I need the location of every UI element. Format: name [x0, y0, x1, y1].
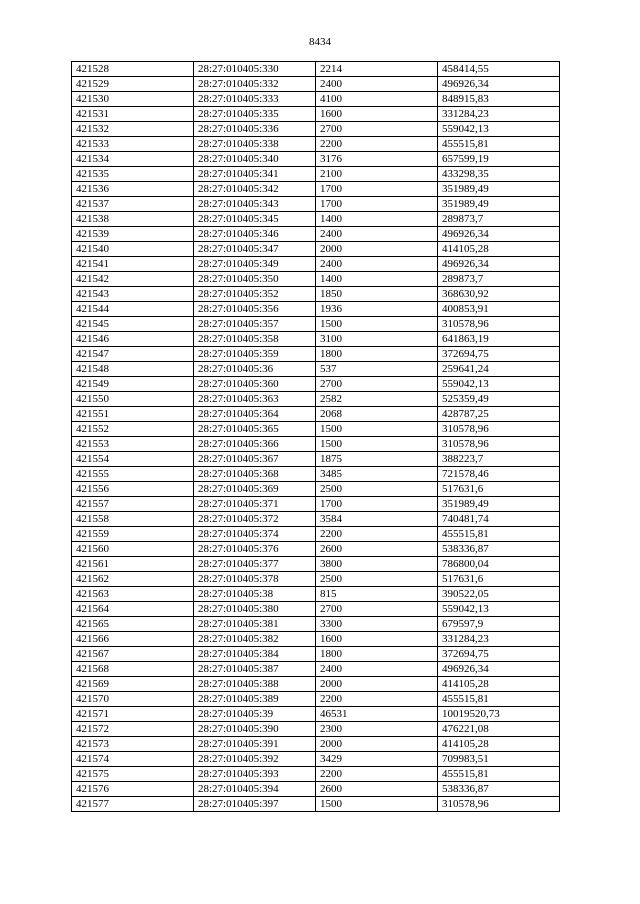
area-cell: 46531 [316, 707, 438, 722]
cadastral-value-cell: 559042,13 [438, 602, 560, 617]
area-cell: 2600 [316, 542, 438, 557]
table-row [72, 782, 560, 797]
row-number-cell: 421563 [72, 587, 194, 602]
cadastral-number-cell: 28:27:010405:364 [194, 407, 316, 422]
cadastral-number-cell: 28:27:010405:377 [194, 557, 316, 572]
cadastral-value-cell: 351989,49 [438, 197, 560, 212]
row-number-cell: 421542 [72, 272, 194, 287]
area-cell: 2400 [316, 257, 438, 272]
cadastral-value-cell: 496926,34 [438, 662, 560, 677]
row-number-cell: 421559 [72, 527, 194, 542]
cadastral-value-cell: 559042,13 [438, 122, 560, 137]
area-cell: 1600 [316, 632, 438, 647]
row-number-cell: 421535 [72, 167, 194, 182]
row-number-cell: 421577 [72, 797, 194, 812]
cadastral-number-cell: 28:27:010405:38 [194, 587, 316, 602]
area-cell: 2000 [316, 677, 438, 692]
cadastral-number-cell: 28:27:010405:368 [194, 467, 316, 482]
cadastral-value-cell: 289873,7 [438, 212, 560, 227]
table-row [72, 242, 560, 257]
row-number-cell: 421549 [72, 377, 194, 392]
cadastral-number-cell: 28:27:010405:350 [194, 272, 316, 287]
row-number-cell: 421537 [72, 197, 194, 212]
cadastral-number-cell: 28:27:010405:393 [194, 767, 316, 782]
table-row [72, 122, 560, 137]
row-number-cell: 421553 [72, 437, 194, 452]
table-row [72, 707, 560, 722]
row-number-cell: 421557 [72, 497, 194, 512]
row-number-cell: 421565 [72, 617, 194, 632]
cadastral-number-cell: 28:27:010405:356 [194, 302, 316, 317]
cadastral-value-cell: 476221,08 [438, 722, 560, 737]
table-row [72, 737, 560, 752]
area-cell: 1400 [316, 212, 438, 227]
row-number-cell: 421555 [72, 467, 194, 482]
row-number-cell: 421531 [72, 107, 194, 122]
table-row [72, 692, 560, 707]
table-row [72, 317, 560, 332]
area-cell: 2068 [316, 407, 438, 422]
cadastral-value-cell: 368630,92 [438, 287, 560, 302]
cadastral-number-cell: 28:27:010405:372 [194, 512, 316, 527]
cadastral-number-cell: 28:27:010405:357 [194, 317, 316, 332]
area-cell: 1850 [316, 287, 438, 302]
row-number-cell: 421543 [72, 287, 194, 302]
table-row [72, 392, 560, 407]
area-cell: 1875 [316, 452, 438, 467]
table-row [72, 632, 560, 647]
cadastral-number-cell: 28:27:010405:376 [194, 542, 316, 557]
cadastral-number-cell: 28:27:010405:333 [194, 92, 316, 107]
row-number-cell: 421540 [72, 242, 194, 257]
row-number-cell: 421552 [72, 422, 194, 437]
area-cell: 3429 [316, 752, 438, 767]
area-cell: 1800 [316, 647, 438, 662]
cadastral-value-cell: 740481,74 [438, 512, 560, 527]
row-number-cell: 421533 [72, 137, 194, 152]
row-number-cell: 421570 [72, 692, 194, 707]
table-row [72, 212, 560, 227]
area-cell: 1936 [316, 302, 438, 317]
area-cell: 2400 [316, 227, 438, 242]
cadastral-value-cell: 458414,55 [438, 62, 560, 77]
area-cell: 1500 [316, 317, 438, 332]
cadastral-value-cell: 709983,51 [438, 752, 560, 767]
cadastral-number-cell: 28:27:010405:391 [194, 737, 316, 752]
cadastral-number-cell: 28:27:010405:394 [194, 782, 316, 797]
table-body [72, 62, 560, 812]
cadastral-value-cell: 641863,19 [438, 332, 560, 347]
area-cell: 2200 [316, 137, 438, 152]
cadastral-value-cell: 289873,7 [438, 272, 560, 287]
table-row [72, 272, 560, 287]
row-number-cell: 421576 [72, 782, 194, 797]
cadastral-value-cell: 310578,96 [438, 437, 560, 452]
table-row [72, 62, 560, 77]
area-cell: 2600 [316, 782, 438, 797]
area-cell: 2400 [316, 662, 438, 677]
table-row [72, 362, 560, 377]
table-row [72, 587, 560, 602]
row-number-cell: 421562 [72, 572, 194, 587]
area-cell: 1800 [316, 347, 438, 362]
cadastral-number-cell: 28:27:010405:349 [194, 257, 316, 272]
table-row [72, 482, 560, 497]
row-number-cell: 421567 [72, 647, 194, 662]
cadastral-number-cell: 28:27:010405:392 [194, 752, 316, 767]
cadastral-value-cell: 455515,81 [438, 137, 560, 152]
table-row [72, 167, 560, 182]
area-cell: 1700 [316, 182, 438, 197]
cadastral-value-cell: 351989,49 [438, 182, 560, 197]
area-cell: 1500 [316, 422, 438, 437]
table-row [72, 227, 560, 242]
area-cell: 3100 [316, 332, 438, 347]
row-number-cell: 421569 [72, 677, 194, 692]
cadastral-value-cell: 414105,28 [438, 737, 560, 752]
row-number-cell: 421564 [72, 602, 194, 617]
table-row [72, 722, 560, 737]
cadastral-number-cell: 28:27:010405:338 [194, 137, 316, 152]
table-row [72, 767, 560, 782]
row-number-cell: 421558 [72, 512, 194, 527]
table-row [72, 152, 560, 167]
area-cell: 2400 [316, 77, 438, 92]
cadastral-number-cell: 28:27:010405:341 [194, 167, 316, 182]
area-cell: 2700 [316, 377, 438, 392]
row-number-cell: 421560 [72, 542, 194, 557]
row-number-cell: 421572 [72, 722, 194, 737]
row-number-cell: 421566 [72, 632, 194, 647]
row-number-cell: 421529 [72, 77, 194, 92]
row-number-cell: 421556 [72, 482, 194, 497]
cadastral-number-cell: 28:27:010405:371 [194, 497, 316, 512]
cadastral-value-cell: 414105,28 [438, 677, 560, 692]
table-row [72, 557, 560, 572]
cadastral-number-cell: 28:27:010405:365 [194, 422, 316, 437]
cadastral-value-cell: 259641,24 [438, 362, 560, 377]
cadastral-number-cell: 28:27:010405:366 [194, 437, 316, 452]
row-number-cell: 421534 [72, 152, 194, 167]
cadastral-value-cell: 310578,96 [438, 797, 560, 812]
row-number-cell: 421528 [72, 62, 194, 77]
row-number-cell: 421538 [72, 212, 194, 227]
cadastral-number-cell: 28:27:010405:389 [194, 692, 316, 707]
cadastral-number-cell: 28:27:010405:374 [194, 527, 316, 542]
cadastral-number-cell: 28:27:010405:347 [194, 242, 316, 257]
area-cell: 3800 [316, 557, 438, 572]
area-cell: 2700 [316, 122, 438, 137]
cadastral-number-cell: 28:27:010405:384 [194, 647, 316, 662]
cadastral-number-cell: 28:27:010405:387 [194, 662, 316, 677]
table-row [72, 752, 560, 767]
table-row [72, 617, 560, 632]
cadastral-value-cell: 525359,49 [438, 392, 560, 407]
table-row [72, 377, 560, 392]
table-row [72, 542, 560, 557]
table-row [72, 107, 560, 122]
area-cell: 2000 [316, 737, 438, 752]
table-row [72, 647, 560, 662]
cadastral-number-cell: 28:27:010405:358 [194, 332, 316, 347]
cadastral-value-cell: 310578,96 [438, 422, 560, 437]
cadastral-number-cell: 28:27:010405:36 [194, 362, 316, 377]
cadastral-value-cell: 657599,19 [438, 152, 560, 167]
cadastral-value-cell: 496926,34 [438, 227, 560, 242]
cadastral-number-cell: 28:27:010405:352 [194, 287, 316, 302]
cadastral-number-cell: 28:27:010405:397 [194, 797, 316, 812]
area-cell: 2300 [316, 722, 438, 737]
table-row [72, 602, 560, 617]
table-row [72, 302, 560, 317]
cadastral-value-cell: 517631,6 [438, 572, 560, 587]
cadastral-number-cell: 28:27:010405:390 [194, 722, 316, 737]
table-row [72, 497, 560, 512]
area-cell: 1500 [316, 797, 438, 812]
cadastral-value-cell: 559042,13 [438, 377, 560, 392]
cadastral-number-cell: 28:27:010405:342 [194, 182, 316, 197]
cadastral-number-cell: 28:27:010405:345 [194, 212, 316, 227]
area-cell: 2214 [316, 62, 438, 77]
cadastral-value-cell: 786800,04 [438, 557, 560, 572]
cadastral-number-cell: 28:27:010405:336 [194, 122, 316, 137]
area-cell: 2200 [316, 692, 438, 707]
table-row [72, 797, 560, 812]
cadastral-value-cell: 538336,87 [438, 782, 560, 797]
area-cell: 1700 [316, 497, 438, 512]
cadastral-value-cell: 390522,05 [438, 587, 560, 602]
cadastral-number-cell: 28:27:010405:359 [194, 347, 316, 362]
area-cell: 3584 [316, 512, 438, 527]
row-number-cell: 421561 [72, 557, 194, 572]
cadastral-value-cell: 848915,83 [438, 92, 560, 107]
cadastral-number-cell: 28:27:010405:363 [194, 392, 316, 407]
area-cell: 1500 [316, 437, 438, 452]
area-cell: 3300 [316, 617, 438, 632]
table-row [72, 182, 560, 197]
cadastral-value-cell: 331284,23 [438, 632, 560, 647]
table-row [72, 527, 560, 542]
row-number-cell: 421571 [72, 707, 194, 722]
cadastral-number-cell: 28:27:010405:367 [194, 452, 316, 467]
table-row [72, 77, 560, 92]
cadastral-value-cell: 721578,46 [438, 467, 560, 482]
area-cell: 2200 [316, 767, 438, 782]
area-cell: 2700 [316, 602, 438, 617]
cadastral-value-cell: 455515,81 [438, 692, 560, 707]
area-cell: 1700 [316, 197, 438, 212]
table-row [72, 197, 560, 212]
cadastral-number-cell: 28:27:010405:378 [194, 572, 316, 587]
row-number-cell: 421539 [72, 227, 194, 242]
row-number-cell: 421547 [72, 347, 194, 362]
cadastral-value-cell: 400853,91 [438, 302, 560, 317]
row-number-cell: 421548 [72, 362, 194, 377]
table-row [72, 437, 560, 452]
cadastral-number-cell: 28:27:010405:340 [194, 152, 316, 167]
table-row [72, 422, 560, 437]
area-cell: 2100 [316, 167, 438, 182]
area-cell: 2200 [316, 527, 438, 542]
row-number-cell: 421550 [72, 392, 194, 407]
area-cell: 2500 [316, 482, 438, 497]
row-number-cell: 421574 [72, 752, 194, 767]
area-cell: 1400 [316, 272, 438, 287]
cadastral-value-cell: 496926,34 [438, 77, 560, 92]
area-cell: 3485 [316, 467, 438, 482]
cadastral-value-cell: 679597,9 [438, 617, 560, 632]
cadastral-number-cell: 28:27:010405:335 [194, 107, 316, 122]
cadastral-value-cell: 517631,6 [438, 482, 560, 497]
cadastral-value-cell: 372694,75 [438, 647, 560, 662]
cadastral-value-cell: 433298,35 [438, 167, 560, 182]
cadastral-value-cell: 372694,75 [438, 347, 560, 362]
cadastral-value-table [71, 61, 560, 812]
table-row [72, 137, 560, 152]
cadastral-number-cell: 28:27:010405:381 [194, 617, 316, 632]
cadastral-value-cell: 496926,34 [438, 257, 560, 272]
cadastral-value-cell: 538336,87 [438, 542, 560, 557]
table-row [72, 332, 560, 347]
table-row [72, 452, 560, 467]
cadastral-number-cell: 28:27:010405:388 [194, 677, 316, 692]
table-row [72, 287, 560, 302]
table-row [72, 92, 560, 107]
cadastral-number-cell: 28:27:010405:369 [194, 482, 316, 497]
cadastral-value-cell: 331284,23 [438, 107, 560, 122]
row-number-cell: 421573 [72, 737, 194, 752]
cadastral-number-cell: 28:27:010405:382 [194, 632, 316, 647]
area-cell: 2582 [316, 392, 438, 407]
cadastral-number-cell: 28:27:010405:360 [194, 377, 316, 392]
row-number-cell: 421530 [72, 92, 194, 107]
cadastral-value-cell: 455515,81 [438, 527, 560, 542]
cadastral-number-cell: 28:27:010405:343 [194, 197, 316, 212]
cadastral-number-cell: 28:27:010405:380 [194, 602, 316, 617]
cadastral-number-cell: 28:27:010405:346 [194, 227, 316, 242]
row-number-cell: 421536 [72, 182, 194, 197]
area-cell: 4100 [316, 92, 438, 107]
row-number-cell: 421551 [72, 407, 194, 422]
row-number-cell: 421546 [72, 332, 194, 347]
page-number: 8434 [309, 36, 331, 48]
table-row [72, 677, 560, 692]
area-cell: 2500 [316, 572, 438, 587]
cadastral-value-cell: 10019520,73 [438, 707, 560, 722]
area-cell: 2000 [316, 242, 438, 257]
cadastral-number-cell: 28:27:010405:39 [194, 707, 316, 722]
table-row [72, 467, 560, 482]
table-row [72, 662, 560, 677]
row-number-cell: 421568 [72, 662, 194, 677]
row-number-cell: 421541 [72, 257, 194, 272]
area-cell: 815 [316, 587, 438, 602]
area-cell: 537 [316, 362, 438, 377]
row-number-cell: 421545 [72, 317, 194, 332]
row-number-cell: 421544 [72, 302, 194, 317]
cadastral-value-cell: 428787,25 [438, 407, 560, 422]
row-number-cell: 421532 [72, 122, 194, 137]
table-row [72, 347, 560, 362]
cadastral-number-cell: 28:27:010405:330 [194, 62, 316, 77]
table-row [72, 572, 560, 587]
cadastral-value-cell: 414105,28 [438, 242, 560, 257]
cadastral-number-cell: 28:27:010405:332 [194, 77, 316, 92]
cadastral-value-cell: 310578,96 [438, 317, 560, 332]
table-row [72, 407, 560, 422]
row-number-cell: 421575 [72, 767, 194, 782]
area-cell: 1600 [316, 107, 438, 122]
cadastral-value-cell: 388223,7 [438, 452, 560, 467]
row-number-cell: 421554 [72, 452, 194, 467]
cadastral-value-cell: 351989,49 [438, 497, 560, 512]
table-row [72, 512, 560, 527]
area-cell: 3176 [316, 152, 438, 167]
cadastral-value-cell: 455515,81 [438, 767, 560, 782]
table-row [72, 257, 560, 272]
